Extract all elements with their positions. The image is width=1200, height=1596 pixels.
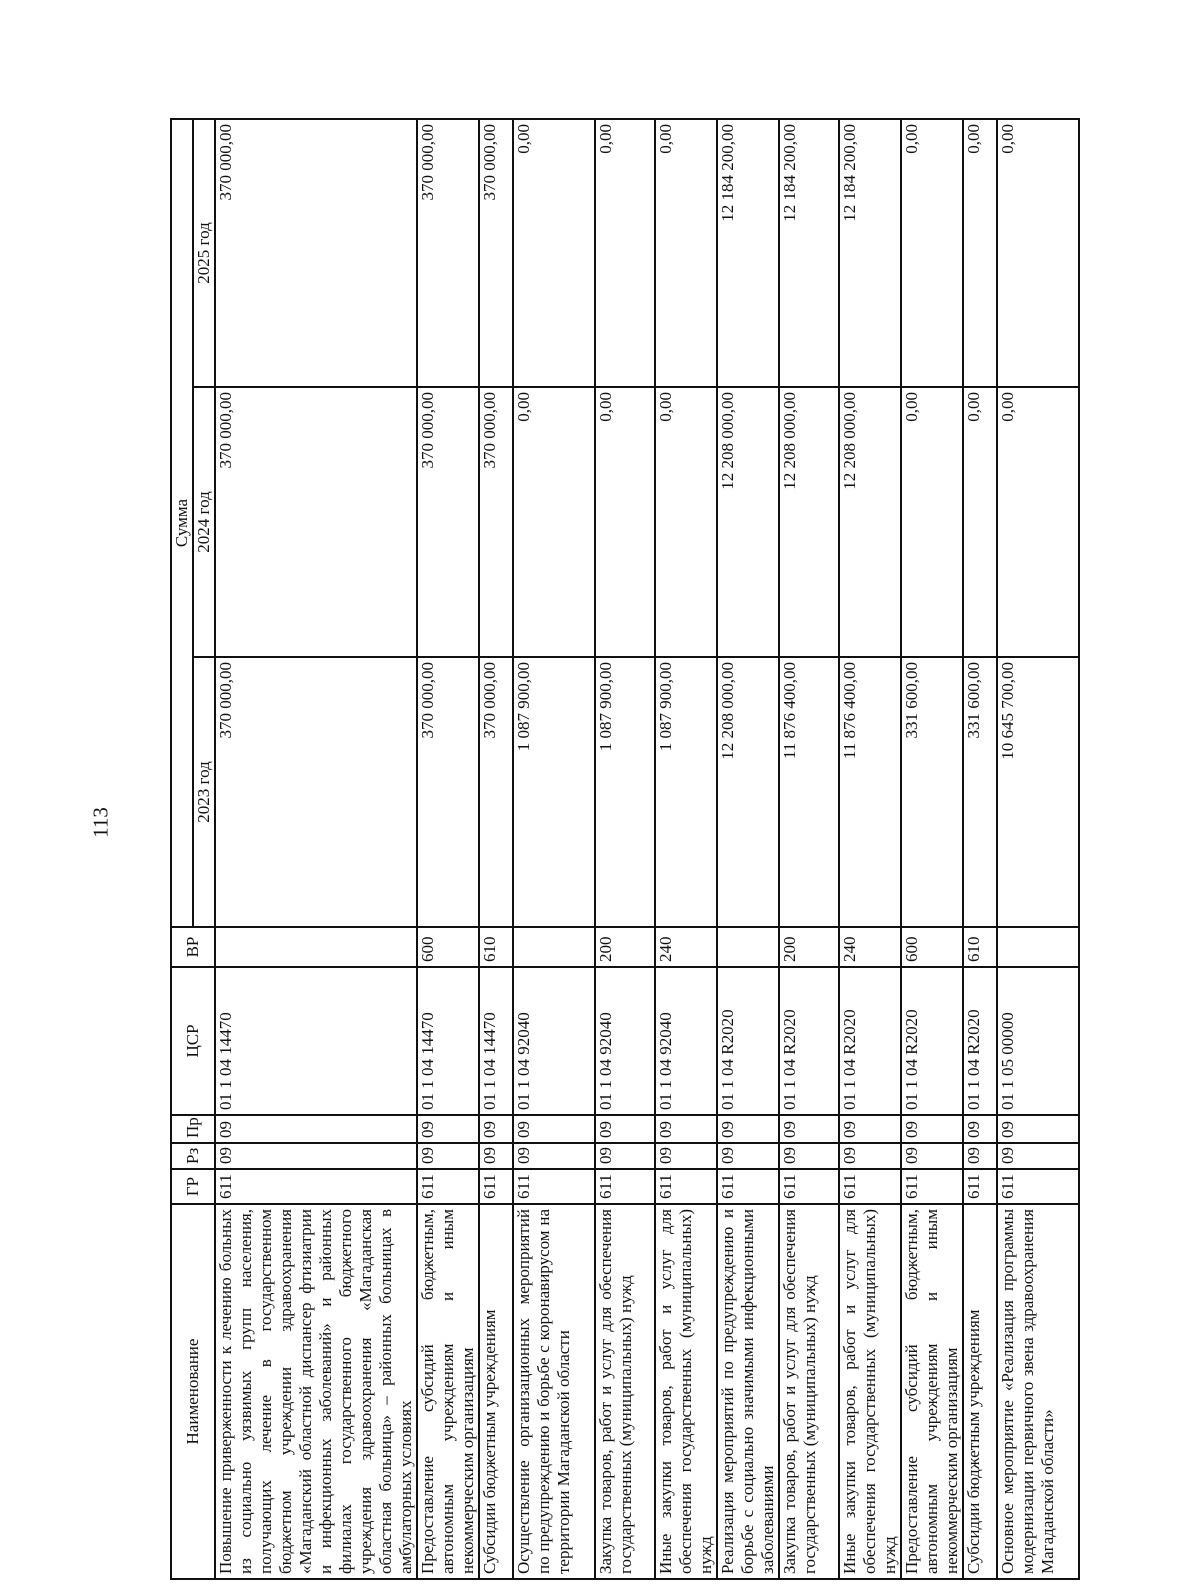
header-vr: ВР: [171, 927, 215, 967]
row-rz: 09: [417, 1143, 479, 1169]
row-name: Предоставление субсидий бюджетным, автономным учреждениям и иным некоммерческим организациям: [417, 1204, 479, 1579]
row-pr: 09: [513, 1115, 595, 1143]
header-gr: ГР: [171, 1169, 215, 1204]
row-csr: 01 1 04 14470: [417, 967, 479, 1115]
row-vr: 600: [901, 927, 963, 967]
row-gr: 611: [997, 1169, 1079, 1204]
row-rz: 09: [963, 1143, 997, 1169]
row-rz: 09: [479, 1143, 513, 1169]
row-2023: 1 087 900,00: [513, 657, 595, 927]
row-gr: 611: [595, 1169, 655, 1204]
row-csr: 01 1 04 14470: [215, 967, 417, 1115]
row-csr: 01 1 04 R2020: [839, 967, 901, 1115]
row-2024: 12 208 000,00: [717, 387, 779, 657]
header-2023: 2023 год: [193, 657, 215, 927]
table-row: [417, 119, 479, 1579]
row-gr: 611: [215, 1169, 417, 1204]
header-pr: Пр: [171, 1115, 215, 1143]
row-2024: 370 000,00: [479, 387, 513, 657]
row-2024: 370 000,00: [215, 387, 417, 657]
row-csr: 01 1 04 92040: [595, 967, 655, 1115]
row-2025: 0,00: [655, 119, 717, 387]
row-2025: 370 000,00: [215, 119, 417, 387]
row-gr: 611: [655, 1169, 717, 1204]
row-vr: [513, 927, 595, 967]
row-vr: 200: [779, 927, 839, 967]
row-pr: 09: [595, 1115, 655, 1143]
row-rz: 09: [595, 1143, 655, 1169]
row-2025: 12 184 200,00: [717, 119, 779, 387]
row-name: Предоставление субсидий бюджетным, автономным учреждениям и иным некоммерческим организациям: [901, 1204, 963, 1579]
row-pr: 09: [901, 1115, 963, 1143]
row-rz: 09: [655, 1143, 717, 1169]
row-rz: 09: [717, 1143, 779, 1169]
row-csr: 01 1 04 92040: [655, 967, 717, 1115]
row-rz: 09: [901, 1143, 963, 1169]
rotated-table-container: [170, 120, 1057, 1580]
table-row: [595, 119, 655, 1579]
row-2025: 0,00: [997, 119, 1079, 387]
row-2023: 1 087 900,00: [655, 657, 717, 927]
row-pr: 09: [215, 1115, 417, 1143]
row-gr: 611: [417, 1169, 479, 1204]
row-2024: 370 000,00: [417, 387, 479, 657]
row-2025: 0,00: [963, 119, 997, 387]
row-2023: 11 876 400,00: [779, 657, 839, 927]
row-name: Иные закупки товаров, работ и услуг для обеспечения государственных (муниципальных) нужд: [839, 1204, 901, 1579]
row-pr: 09: [655, 1115, 717, 1143]
row-csr: 01 1 04 R2020: [717, 967, 779, 1115]
table-row: [513, 119, 595, 1579]
row-gr: 611: [901, 1169, 963, 1204]
row-pr: 09: [963, 1115, 997, 1143]
row-csr: 01 1 04 14470: [479, 967, 513, 1115]
row-2024: 0,00: [963, 387, 997, 657]
row-vr: 610: [479, 927, 513, 967]
row-vr: [215, 927, 417, 967]
row-2023: 10 645 700,00: [997, 657, 1079, 927]
row-2025: 12 184 200,00: [839, 119, 901, 387]
row-pr: 09: [779, 1115, 839, 1143]
row-gr: 611: [717, 1169, 779, 1204]
row-pr: 09: [417, 1115, 479, 1143]
header-csr: ЦСР: [171, 967, 215, 1115]
table-row: [779, 119, 839, 1579]
row-2025: 370 000,00: [479, 119, 513, 387]
row-pr: 09: [839, 1115, 901, 1143]
header-2024: 2024 год: [193, 387, 215, 657]
row-vr: 240: [839, 927, 901, 967]
row-2024: 0,00: [655, 387, 717, 657]
row-gr: 611: [479, 1169, 513, 1204]
row-name: Иные закупки товаров, работ и услуг для обеспечения государственных (муниципальных) нужд: [655, 1204, 717, 1579]
table-row: [479, 119, 513, 1579]
row-rz: 09: [997, 1143, 1079, 1169]
row-vr: [997, 927, 1079, 967]
row-name: Закупка товаров, работ и услуг для обеспечения государственных (муниципальных) нужд: [595, 1204, 655, 1579]
row-2025: 370 000,00: [417, 119, 479, 387]
row-pr: 09: [717, 1115, 779, 1143]
row-2023: 11 876 400,00: [839, 657, 901, 927]
row-name: Повышение приверженности к лечению больных из социально уязвимых групп населения, получающих лечение в государственном бюджетном учреждении здравоохранения «Магаданский областной диспансер фтизиатрии и инфекционных заболеваний» и районных филиалах государственного бюджетного учреждения здравоохранения «Магаданская областная больница» – районных больницах в амбулаторных условиях: [215, 1204, 417, 1579]
table-row: [997, 119, 1079, 1579]
row-2023: 1 087 900,00: [595, 657, 655, 927]
row-rz: 09: [839, 1143, 901, 1169]
row-vr: 240: [655, 927, 717, 967]
table-row: [215, 119, 417, 1579]
row-2023: 331 600,00: [901, 657, 963, 927]
row-csr: 01 1 04 R2020: [779, 967, 839, 1115]
row-pr: 09: [997, 1115, 1079, 1143]
row-2023: 370 000,00: [479, 657, 513, 927]
header-name: Наименование: [171, 1204, 215, 1579]
row-gr: 611: [839, 1169, 901, 1204]
row-vr: 200: [595, 927, 655, 967]
row-2025: 0,00: [595, 119, 655, 387]
row-gr: 611: [963, 1169, 997, 1204]
row-2024: 0,00: [595, 387, 655, 657]
row-2023: 370 000,00: [417, 657, 479, 927]
header-2025: 2025 год: [193, 119, 215, 387]
row-csr: 01 1 05 00000: [997, 967, 1079, 1115]
row-csr: 01 1 04 R2020: [963, 967, 997, 1115]
table-row: [717, 119, 779, 1579]
row-vr: 610: [963, 927, 997, 967]
table-row: [963, 119, 997, 1579]
row-2024: 12 208 000,00: [779, 387, 839, 657]
row-csr: 01 1 04 R2020: [901, 967, 963, 1115]
row-name: Субсидии бюджетным учреждениям: [479, 1204, 513, 1579]
row-2025: 0,00: [901, 119, 963, 387]
row-2025: 0,00: [513, 119, 595, 387]
row-name: Основное мероприятие «Реализация программы модернизации первичного звена здравоохранения Магаданской области»: [997, 1204, 1079, 1579]
header-sum: Сумма: [171, 119, 193, 927]
row-2023: 12 208 000,00: [717, 657, 779, 927]
row-name: Субсидии бюджетным учреждениям: [963, 1204, 997, 1579]
row-name: Осуществление организационных мероприятий по предупреждению и борьбе с коронавирусом на территории Магаданской области: [513, 1204, 595, 1579]
row-vr: 600: [417, 927, 479, 967]
page-number: 113: [88, 807, 113, 838]
row-2023: 331 600,00: [963, 657, 997, 927]
row-gr: 611: [779, 1169, 839, 1204]
row-pr: 09: [479, 1115, 513, 1143]
table-row: [655, 119, 717, 1579]
row-2023: 370 000,00: [215, 657, 417, 927]
table-row: [839, 119, 901, 1579]
header-rz: Рз: [171, 1143, 215, 1169]
row-2024: 0,00: [997, 387, 1079, 657]
row-2024: 0,00: [513, 387, 595, 657]
row-rz: 09: [215, 1143, 417, 1169]
row-2025: 12 184 200,00: [779, 119, 839, 387]
budget-table: [170, 118, 1080, 1580]
row-vr: [717, 927, 779, 967]
row-name: Реализация мероприятий по предупреждению и борьбе с социально значимыми инфекционными заболеваниями: [717, 1204, 779, 1579]
row-csr: 01 1 04 92040: [513, 967, 595, 1115]
row-2024: 12 208 000,00: [839, 387, 901, 657]
row-rz: 09: [779, 1143, 839, 1169]
table-row: [901, 119, 963, 1579]
row-rz: 09: [513, 1143, 595, 1169]
row-name: Закупка товаров, работ и услуг для обеспечения государственных (муниципальных) нужд: [779, 1204, 839, 1579]
row-2024: 0,00: [901, 387, 963, 657]
row-gr: 611: [513, 1169, 595, 1204]
